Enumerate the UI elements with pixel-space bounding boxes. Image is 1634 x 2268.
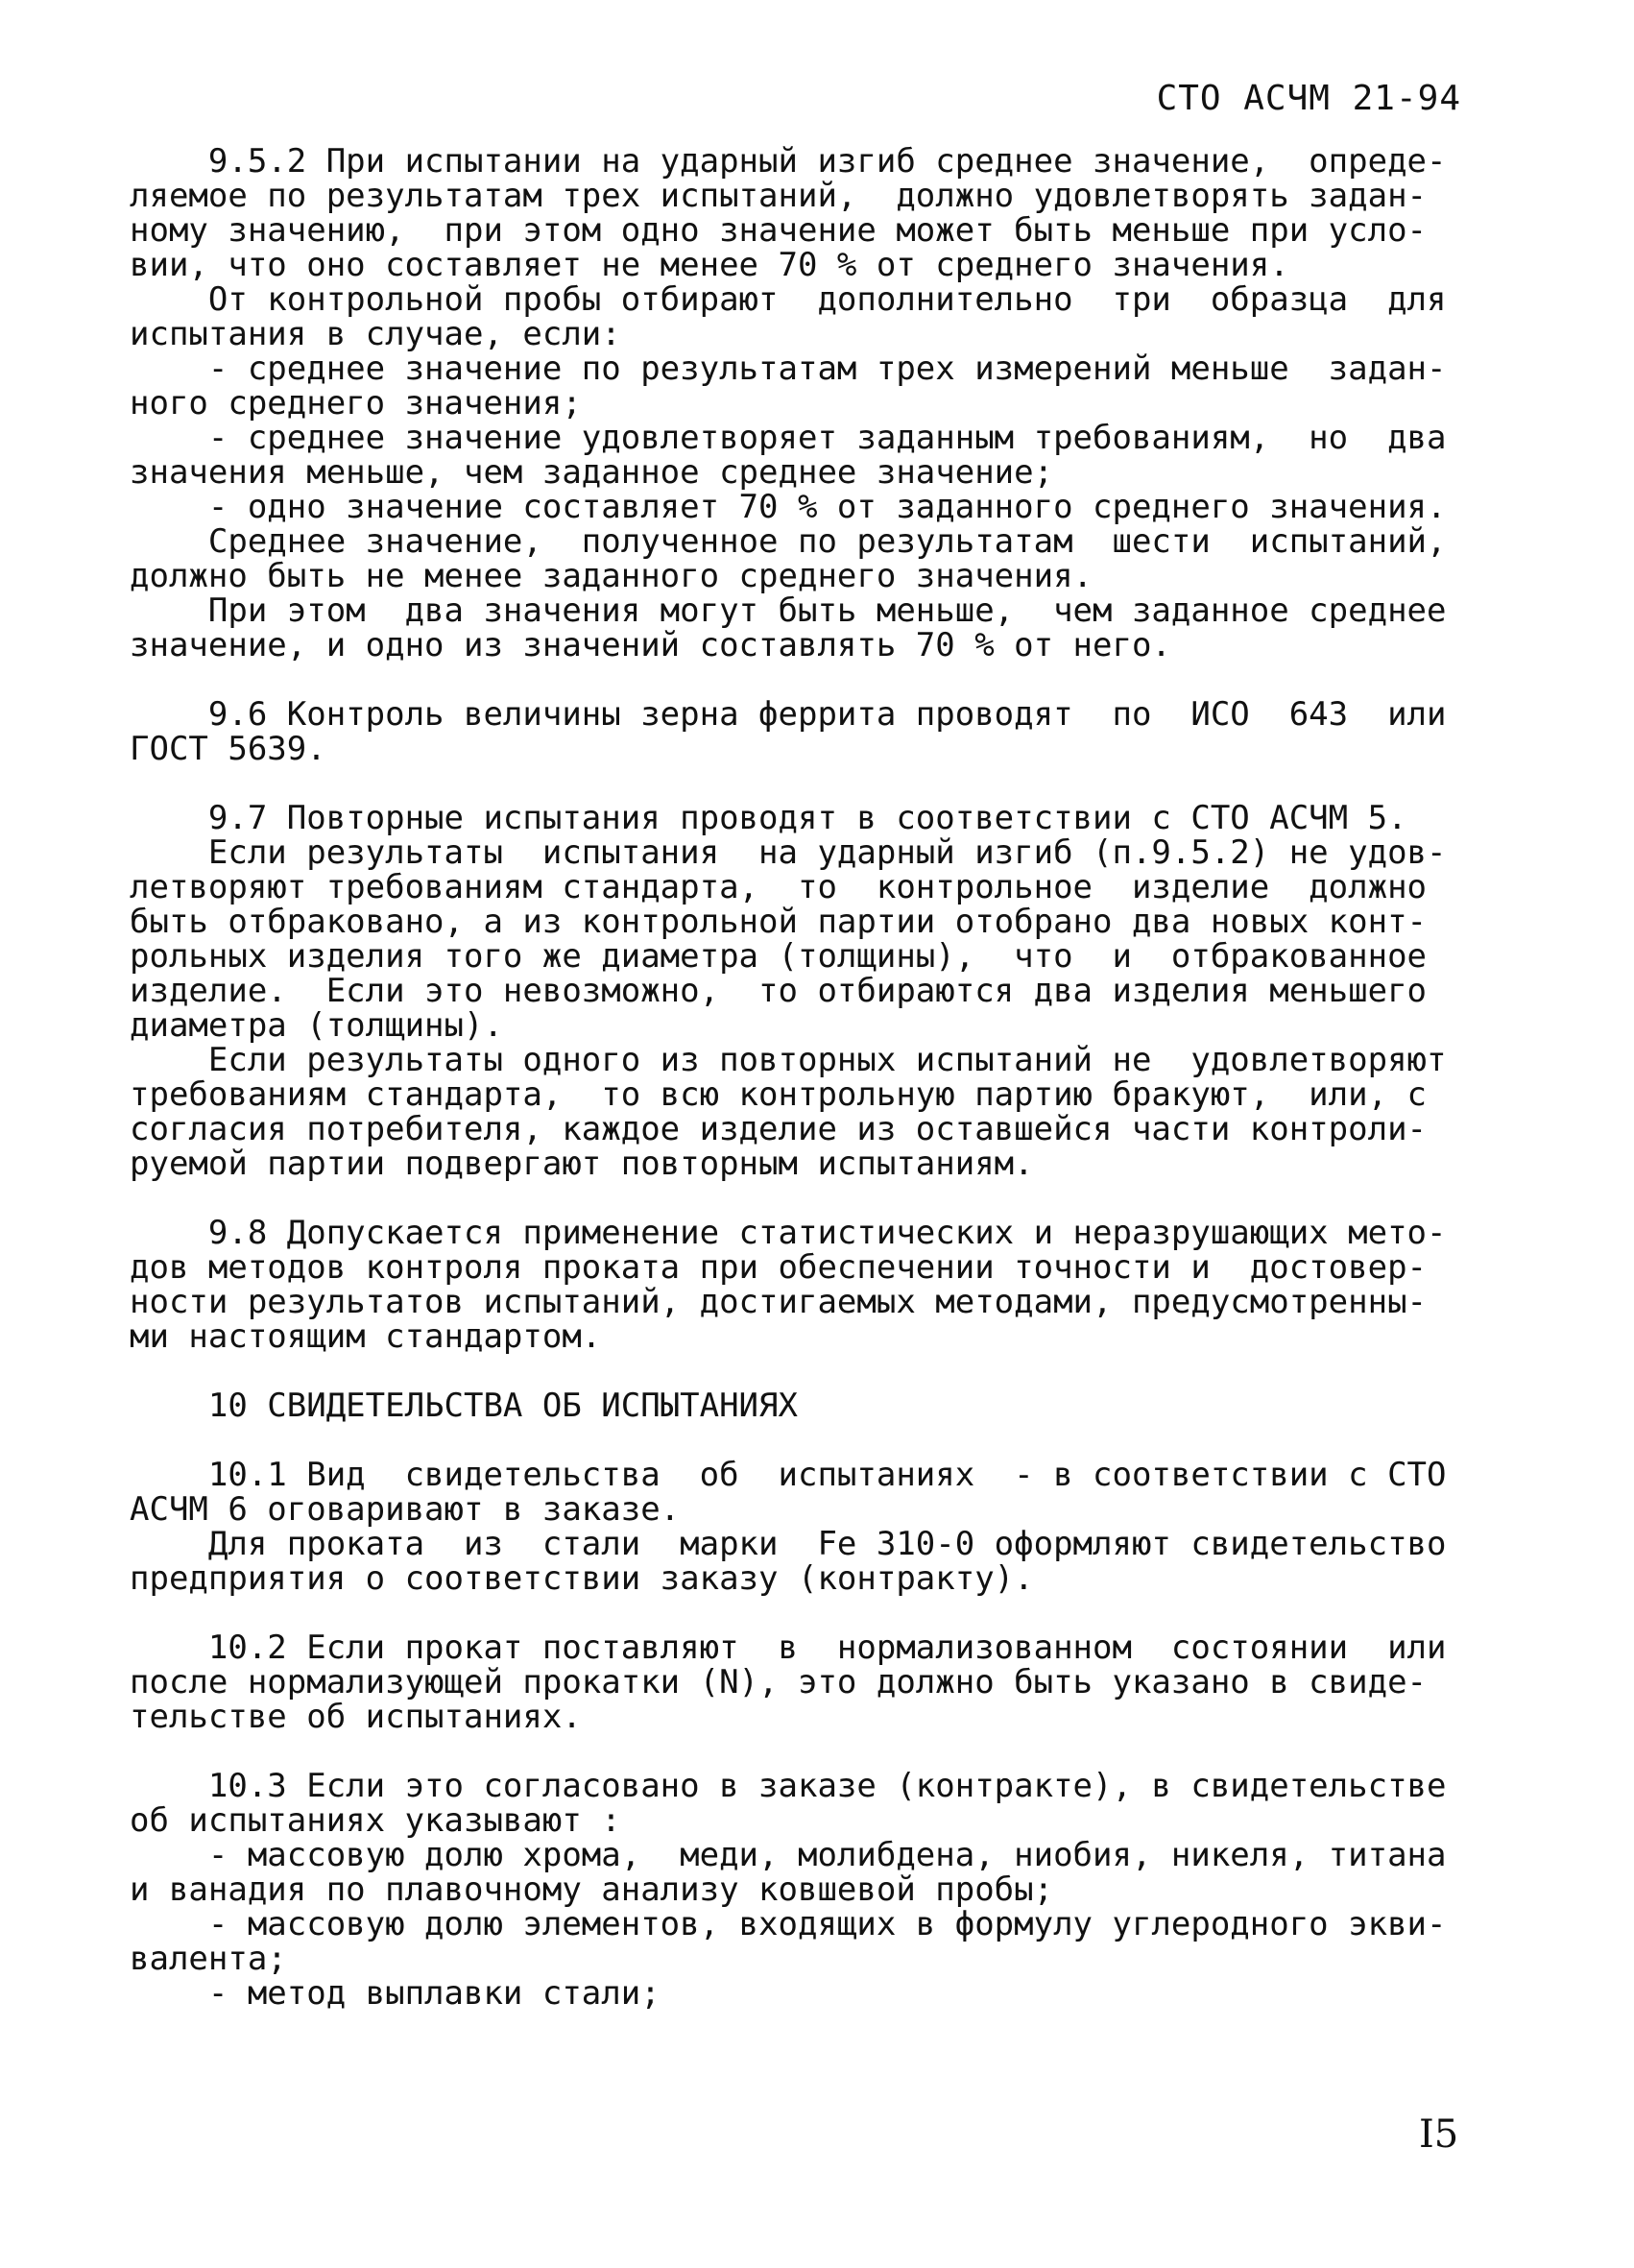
paragraph-9-5-2 xyxy=(130,144,1507,663)
text-line: должно быть не менее заданного среднего значения. xyxy=(130,559,1093,593)
text-line: дов методов контроля проката при обеспечении точности и достовер- xyxy=(130,1250,1428,1285)
text-line: 10.1 Вид свидетельства об испытаниях - в соответствии с СТО xyxy=(130,1458,1447,1492)
paragraph-9-6 xyxy=(130,697,1507,766)
text-line: требованиям стандарта, то всю контрольную партию бракуют, или, с xyxy=(130,1077,1428,1112)
paragraph-10-1 xyxy=(130,1458,1507,1596)
text-line: ГОСТ 5639. xyxy=(130,732,326,766)
text-line: об испытаниях указывают : xyxy=(130,1803,621,1838)
paragraph-gap xyxy=(130,1181,1507,1216)
paragraph-10-2 xyxy=(130,1630,1507,1734)
paragraph-gap xyxy=(130,766,1507,801)
paragraph-gap xyxy=(130,1354,1507,1388)
text-line: - массовую долю элементов, входящих в формулу углеродного экви- xyxy=(130,1907,1447,1942)
text-line: АСЧМ 6 оговаривают в заказе. xyxy=(130,1492,681,1527)
text-line: предприятия о соответствии заказу (контракту). xyxy=(130,1561,1034,1596)
text-line: При этом два значения могут быть меньше, чем заданное среднее xyxy=(130,593,1447,628)
text-line: Если результаты испытания на ударный изгиб (п.9.5.2) не удов- xyxy=(130,835,1447,870)
text-line: руемой партии подвергают повторным испытаниям. xyxy=(130,1146,1034,1181)
document-body xyxy=(130,144,1507,2011)
text-line: значения меньше, чем заданное среднее значение; xyxy=(130,455,1054,490)
text-line: - массовую долю хрома, меди, молибдена, ниобия, никеля, титана xyxy=(130,1838,1447,1872)
text-line: после нормализующей прокатки (N), это должно быть указано в свиде- xyxy=(130,1665,1428,1700)
text-line: От контрольной пробы отбирают дополнительно три образца для xyxy=(130,282,1447,317)
paragraph-gap xyxy=(130,663,1507,697)
paragraph-gap xyxy=(130,1423,1507,1458)
text-line: испытания в случае, если: xyxy=(130,317,621,351)
paragraph-9-8 xyxy=(130,1216,1507,1354)
document-code-header: СТО АСЧМ 21-94 xyxy=(1156,79,1461,118)
text-line: летворяют требованиям стандарта, то контрольное изделие должно xyxy=(130,870,1428,905)
text-line: быть отбраковано, а из контрольной партии отобрано два новых конт- xyxy=(130,905,1428,939)
paragraph-10-3 xyxy=(130,1769,1507,2011)
text-line: ми настоящим стандартом. xyxy=(130,1319,602,1354)
text-line: вии, что оно составляет не менее 70 % от среднего значения. xyxy=(130,248,1289,282)
text-line: - среднее значение удовлетворяет заданным требованиям, но два xyxy=(130,421,1447,455)
text-line: Для проката из стали марки Fe 310-0 оформляют свидетельство xyxy=(130,1527,1447,1561)
text-line: ляемое по результатам трех испытаний, должно удовлетворять задан- xyxy=(130,179,1428,213)
paragraph-gap xyxy=(130,1596,1507,1630)
text-line: 9.6 Контроль величины зерна феррита проводят по ИСО 643 или xyxy=(130,697,1447,732)
text-line: - среднее значение по результатам трех измерений меньше задан- xyxy=(130,351,1447,386)
text-line: диаметра (толщины). xyxy=(130,1008,503,1043)
text-line: 10.2 Если прокат поставляют в нормализованном состоянии или xyxy=(130,1630,1447,1665)
text-line: 9.8 Допускается применение статистических и неразрушающих мето- xyxy=(130,1216,1447,1250)
paragraph-9-7 xyxy=(130,801,1507,1181)
text-line: значение, и одно из значений составлять 70 % от него. xyxy=(130,628,1171,663)
text-line: 10.3 Если это согласовано в заказе (контракте), в свидетельстве xyxy=(130,1769,1447,1803)
text-line: ному значению, при этом одно значение может быть меньше при усло- xyxy=(130,213,1428,248)
text-line: 9.7 Повторные испытания проводят в соответствии с СТО АСЧМ 5. xyxy=(130,801,1407,835)
page-number: I5 xyxy=(1419,2112,1459,2157)
text-line: изделие. Если это невозможно, то отбираются два изделия меньшего xyxy=(130,974,1428,1008)
text-line: рольных изделия того же диаметра (толщины), что и отбракованное xyxy=(130,939,1428,974)
text-line: тельстве об испытаниях. xyxy=(130,1700,582,1734)
text-line: Если результаты одного из повторных испытаний не удовлетворяют xyxy=(130,1043,1447,1077)
text-line: - одно значение составляет 70 % от заданного среднего значения. xyxy=(130,490,1447,524)
text-line: согласия потребителя, каждое изделие из оставшейся части контроли- xyxy=(130,1112,1428,1146)
section-heading-10: 10 СВИДЕТЕЛЬСТВА ОБ ИСПЫТАНИЯХ xyxy=(130,1388,798,1423)
text-line: ности результатов испытаний, достигаемых методами, предусмотренны- xyxy=(130,1285,1428,1319)
text-line: - метод выплавки стали; xyxy=(130,1976,661,2011)
text-line: валента; xyxy=(130,1942,287,1976)
paragraph-gap xyxy=(130,1734,1507,1769)
text-line: ного среднего значения; xyxy=(130,386,582,421)
text-line: Среднее значение, полученное по результатам шести испытаний, xyxy=(130,524,1447,559)
text-line: и ванадия по плавочному анализу ковшевой пробы; xyxy=(130,1872,1054,1907)
text-line: 9.5.2 При испытании на ударный изгиб среднее значение, опреде- xyxy=(130,144,1447,179)
